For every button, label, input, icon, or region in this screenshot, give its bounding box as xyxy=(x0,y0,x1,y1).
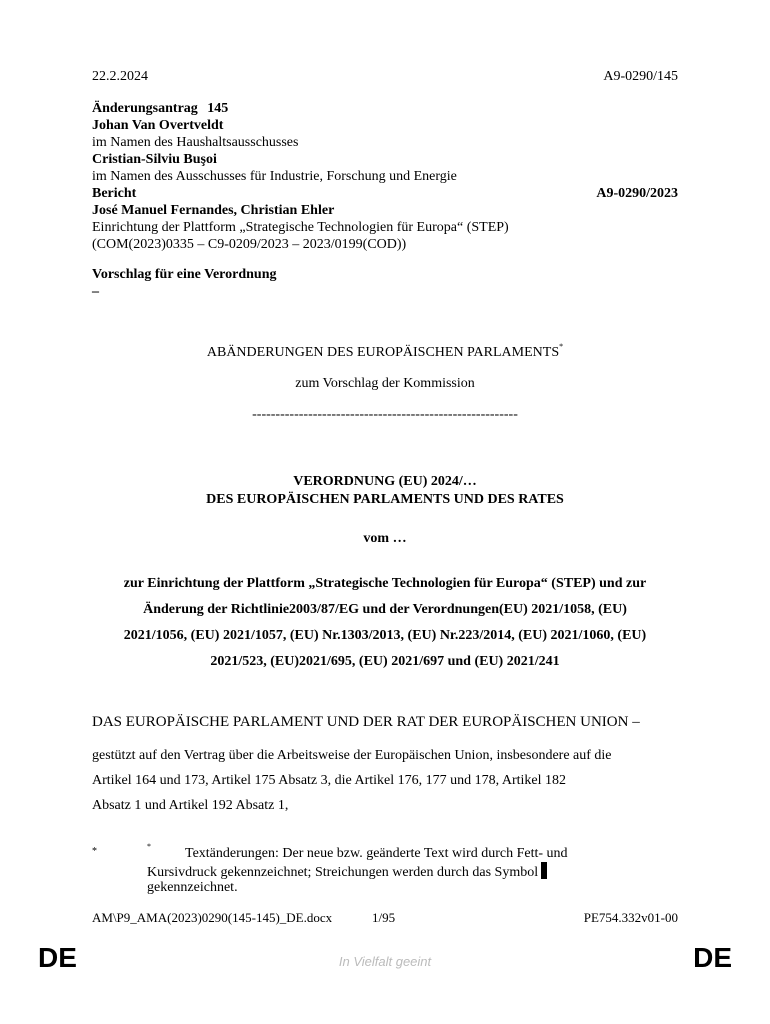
footer-page-number: 1/95 xyxy=(372,910,396,925)
regulation-title-2: DES EUROPÄISCHEN PARLAMENTS UND DES RATES xyxy=(206,492,564,507)
author-1-role: im Namen des Haushaltsausschusses xyxy=(92,135,299,150)
purpose-line-3: 2021/1056, (EU) 2021/1057, (EU) Nr.1303/2013, (EU) Nr.223/2014, (EU) 2021/1060, (EU) xyxy=(123,628,647,643)
regulation-date: vom … xyxy=(363,531,407,546)
deletion-symbol-icon xyxy=(541,862,547,879)
eu-motto: In Vielfalt geeint xyxy=(338,954,432,969)
rapporteurs: José Manuel Fernandes, Christian Ehler xyxy=(92,203,335,218)
footer-reference: PE754.332v01-00 xyxy=(583,910,678,925)
footnote-marker: * xyxy=(92,846,97,857)
amendment-label: Änderungsantrag 145 xyxy=(92,101,229,116)
subject-line-1: Einrichtung der Plattform „Strategische Technologien für Europa“ (STEP) xyxy=(92,220,509,235)
footnote-sup-marker: * xyxy=(147,842,151,851)
footnote-line-2: Kursivdruck gekennzeichnet; Streichungen werden durch das Symbol xyxy=(147,865,539,880)
preamble: DAS EUROPÄISCHE PARLAMENT UND DER RAT DER EUROPÄISCHEN UNION – xyxy=(92,714,640,730)
document-date: 22.2.2024 xyxy=(92,69,148,84)
report-row xyxy=(92,185,678,202)
amendments-title-text: ABÄNDERUNGEN DES EUROPÄISCHEN PARLAMENTS xyxy=(206,345,560,360)
author-1: Johan Van Overtveldt xyxy=(92,118,224,133)
separator-line: --------------------------------------------------------- xyxy=(252,407,518,422)
amendments-title-star: * xyxy=(559,342,564,351)
author-2-role: im Namen des Ausschusses für Industrie, Forschung und Energie xyxy=(92,169,457,184)
purpose-line-4: 2021/523, (EU)2021/695, (EU) 2021/697 und (EU) 2021/241 xyxy=(210,654,560,669)
language-code-left: DE xyxy=(38,942,77,973)
report-number: A9-0290/2023 xyxy=(596,186,678,201)
report-label: Bericht xyxy=(92,186,137,201)
purpose-line-1: zur Einrichtung der Plattform „Strategische Technologien für Europa“ (STEP) und zur xyxy=(123,576,647,591)
amendment-header xyxy=(92,100,678,253)
citation-line-2: Artikel 164 und 173, Artikel 175 Absatz 3, die Artikel 176, 177 und 178, Artikel 182 xyxy=(92,773,567,788)
footnote-line-3: gekennzeichnet. xyxy=(147,880,238,895)
language-code-right: DE xyxy=(693,942,732,973)
footer-filename: AM\P9_AMA(2023)0290(145-145)_DE.docx xyxy=(92,910,333,925)
purpose-line-2: Änderung der Richtlinie2003/87/EG und der Verordnungen(EU) 2021/1058, (EU) xyxy=(143,602,627,617)
amendments-title xyxy=(0,344,770,361)
document-number: A9-0290/145 xyxy=(603,69,678,84)
amendments-subtitle: zum Vorschlag der Kommission xyxy=(295,376,475,391)
footnote-line-1: Textänderungen: Der neue bzw. geänderte Text wird durch Fett- und xyxy=(185,846,568,861)
citation-line-3: Absatz 1 und Artikel 192 Absatz 1, xyxy=(92,798,289,813)
author-2: Cristian-Silviu Buşoi xyxy=(92,152,217,167)
regulation-title-1: VERORDNUNG (EU) 2024/… xyxy=(293,474,477,489)
subject-line-2: (COM(2023)0335 – C9-0209/2023 – 2023/0199(COD)) xyxy=(92,237,407,252)
proposal-label: Vorschlag für eine Verordnung xyxy=(92,267,277,282)
citation-line-1: gestützt auf den Vertrag über die Arbeitsweise der Europäischen Union, insbesondere auf die xyxy=(92,748,612,763)
proposal-dash: – xyxy=(92,284,99,299)
